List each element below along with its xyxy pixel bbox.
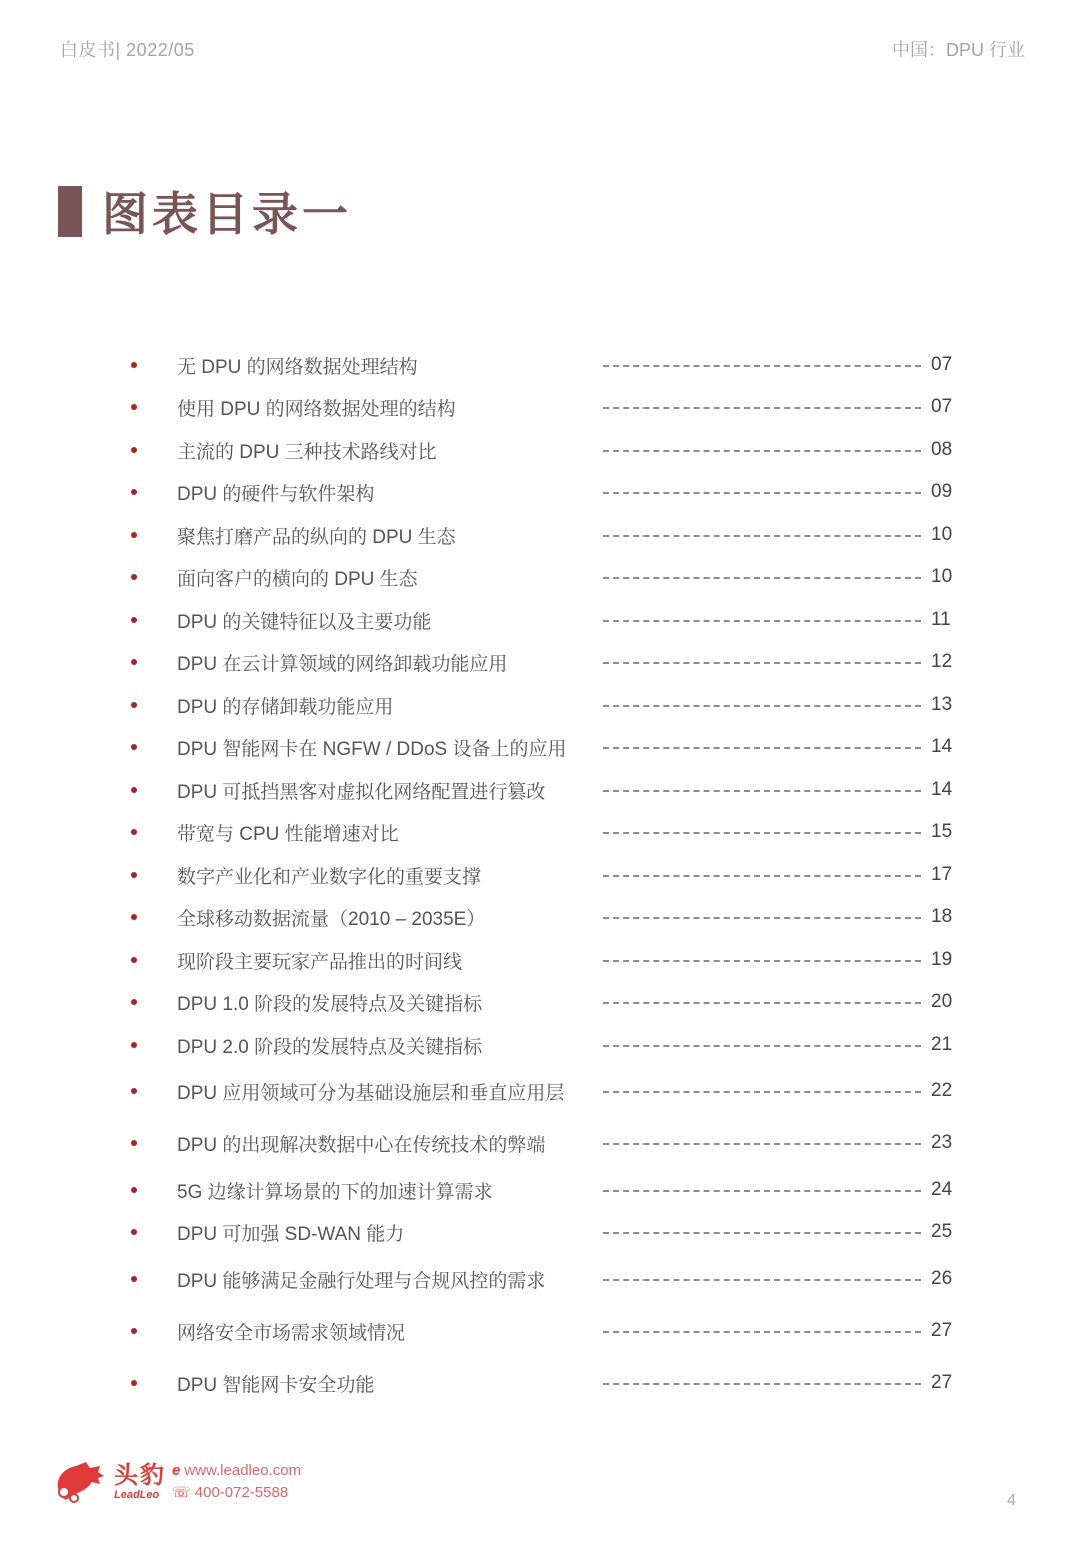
toc-row[interactable]	[0, 860, 1080, 890]
dot-leader	[603, 832, 921, 834]
leopard-logo-icon	[52, 1458, 108, 1506]
toc-row[interactable]	[0, 605, 1080, 635]
dot-leader	[603, 1383, 921, 1385]
toc-row[interactable]	[0, 1368, 1080, 1398]
toc-label: DPU 可抵挡黑客对虚拟化网络配置进行篡改	[177, 781, 546, 803]
web-e-icon: e	[172, 1462, 181, 1479]
toc-row[interactable]	[0, 477, 1080, 507]
dot-leader	[603, 790, 921, 792]
dot-leader	[603, 917, 921, 919]
bullet-icon	[131, 1140, 137, 1146]
toc-row[interactable]	[0, 1128, 1080, 1158]
bullet-icon	[131, 957, 137, 963]
phone-number: 400-072-5588	[194, 1484, 289, 1501]
toc-row[interactable]	[0, 690, 1080, 720]
toc-row[interactable]	[0, 1217, 1080, 1247]
toc-row[interactable]	[0, 817, 1080, 847]
toc-page: 25	[931, 1221, 953, 1242]
toc-label: 现阶段主要玩家产品推出的时间线	[177, 951, 463, 973]
bullet-icon	[131, 914, 137, 920]
website-link[interactable]: www.leadleo.com	[184, 1462, 302, 1479]
dot-leader	[603, 960, 921, 962]
toc-page: 14	[931, 779, 953, 800]
toc-row[interactable]	[0, 732, 1080, 762]
toc-label: DPU 的存储卸载功能应用	[177, 696, 394, 718]
toc-row[interactable]	[0, 1175, 1080, 1205]
phone-line	[172, 1482, 301, 1504]
page-title-block	[58, 178, 352, 244]
dot-leader	[603, 492, 921, 494]
toc-label: DPU 的硬件与软件架构	[177, 483, 375, 505]
toc-label: 无 DPU 的网络数据处理结构	[177, 356, 418, 378]
footer-brand	[52, 1458, 301, 1506]
toc-label: 主流的 DPU 三种技术路线对比	[177, 441, 437, 463]
toc-row[interactable]	[0, 1264, 1080, 1294]
toc-row[interactable]	[0, 902, 1080, 932]
bullet-icon	[131, 362, 137, 368]
dot-leader	[603, 747, 921, 749]
toc-row[interactable]	[0, 945, 1080, 975]
toc-page: 10	[931, 566, 953, 587]
toc-page: 14	[931, 736, 953, 757]
dot-leader	[603, 407, 921, 409]
dot-leader	[603, 620, 921, 622]
toc-page: 22	[931, 1080, 953, 1101]
bullet-icon	[131, 787, 137, 793]
dot-leader	[603, 662, 921, 664]
toc-label: DPU 能够满足金融行处理与合规风控的需求	[177, 1270, 546, 1292]
bullet-icon	[131, 1042, 137, 1048]
dot-leader	[603, 577, 921, 579]
title-accent-bar	[58, 186, 82, 237]
bullet-icon	[131, 404, 137, 410]
toc-row[interactable]	[0, 1076, 1080, 1106]
dot-leader	[603, 1091, 921, 1093]
toc-page: 12	[931, 651, 953, 672]
toc-row[interactable]	[0, 1316, 1080, 1346]
toc-label: DPU 应用领域可分为基础设施层和垂直应用层	[177, 1082, 565, 1104]
toc-label: 带宽与 CPU 性能增速对比	[177, 823, 399, 845]
dot-leader	[603, 1190, 921, 1192]
bullet-icon	[131, 872, 137, 878]
phone-icon: ☏	[172, 1484, 191, 1501]
toc-row[interactable]	[0, 520, 1080, 550]
toc-page: 09	[931, 481, 953, 502]
toc-label: 数字产业化和产业数字化的重要支撑	[177, 866, 482, 888]
toc-label: DPU 可加强 SD-WAN 能力	[177, 1223, 405, 1245]
bullet-icon	[131, 744, 137, 750]
toc-page: 07	[931, 354, 953, 375]
toc-row[interactable]	[0, 392, 1080, 422]
toc-page: 11	[931, 609, 951, 630]
brand-name-cn: 头豹	[114, 1462, 166, 1489]
toc-label: 全球移动数据流量（2010 – 2035E）	[177, 908, 486, 930]
toc-page: 20	[931, 991, 953, 1012]
dot-leader	[603, 1045, 921, 1047]
dot-leader	[603, 875, 921, 877]
brand-name-en: LeadLeo	[114, 1489, 160, 1501]
dot-leader	[603, 1002, 921, 1004]
toc-page: 27	[931, 1320, 953, 1341]
dot-leader	[603, 1279, 921, 1281]
page-title: 图表目录一	[102, 188, 352, 240]
bullet-icon	[131, 1088, 137, 1094]
bullet-icon	[131, 999, 137, 1005]
bullet-icon	[131, 1229, 137, 1235]
toc-page: 19	[931, 949, 953, 970]
toc-page: 23	[931, 1132, 953, 1153]
dot-leader	[603, 535, 921, 537]
toc-page: 26	[931, 1268, 953, 1289]
toc-page: 21	[931, 1034, 953, 1055]
toc-label: DPU 1.0 阶段的发展特点及关键指标	[177, 993, 483, 1015]
toc-label: 使用 DPU 的网络数据处理的结构	[177, 398, 456, 420]
toc-row[interactable]	[0, 1030, 1080, 1060]
toc-row[interactable]	[0, 987, 1080, 1017]
toc-label: DPU 智能网卡安全功能	[177, 1374, 375, 1396]
bullet-icon	[131, 447, 137, 453]
toc-page: 27	[931, 1372, 953, 1393]
toc-label: 面向客户的横向的 DPU 生态	[177, 568, 418, 590]
toc-label: 5G 边缘计算场景的下的加速计算需求	[177, 1181, 493, 1203]
dot-leader	[603, 1232, 921, 1234]
toc-label: DPU 2.0 阶段的发展特点及关键指标	[177, 1036, 483, 1058]
website-line[interactable]	[172, 1460, 301, 1482]
toc-row[interactable]	[0, 350, 1080, 380]
bullet-icon	[131, 617, 137, 623]
header-left: 白皮书| 2022/05	[60, 40, 195, 60]
toc-row[interactable]	[0, 647, 1080, 677]
bullet-icon	[131, 829, 137, 835]
page-number: 4	[1007, 1492, 1016, 1509]
toc-page: 13	[931, 694, 953, 715]
toc-page: 07	[931, 396, 953, 417]
toc-row[interactable]	[0, 562, 1080, 592]
toc-page: 15	[931, 821, 953, 842]
dot-leader	[603, 365, 921, 367]
bullet-icon	[131, 532, 137, 538]
toc-page: 17	[931, 864, 953, 885]
bullet-icon	[131, 1328, 137, 1334]
dot-leader	[603, 450, 921, 452]
bullet-icon	[131, 1276, 137, 1282]
toc-label: 网络安全市场需求领域情况	[177, 1322, 406, 1344]
toc-row[interactable]	[0, 775, 1080, 805]
dot-leader	[603, 705, 921, 707]
toc-row[interactable]	[0, 435, 1080, 465]
bullet-icon	[131, 574, 137, 580]
dot-leader	[603, 1143, 921, 1145]
bullet-icon	[131, 1380, 137, 1386]
dot-leader	[603, 1331, 921, 1333]
bullet-icon	[131, 702, 137, 708]
toc-label: DPU 智能网卡在 NGFW / DDoS 设备上的应用	[177, 738, 567, 760]
toc-label: DPU 在云计算领域的网络卸载功能应用	[177, 653, 508, 675]
header-right: 中国：DPU 行业	[891, 40, 1025, 60]
toc-label: 聚焦打磨产品的纵向的 DPU 生态	[177, 526, 456, 548]
bullet-icon	[131, 659, 137, 665]
toc-page: 24	[931, 1179, 953, 1200]
toc-page: 18	[931, 906, 953, 927]
bullet-icon	[131, 1187, 137, 1193]
bullet-icon	[131, 489, 137, 495]
toc-label: DPU 的出现解决数据中心在传统技术的弊端	[177, 1134, 546, 1156]
toc-page: 10	[931, 524, 953, 545]
toc-page: 08	[931, 439, 953, 460]
toc-label: DPU 的关键特征以及主要功能	[177, 611, 432, 633]
